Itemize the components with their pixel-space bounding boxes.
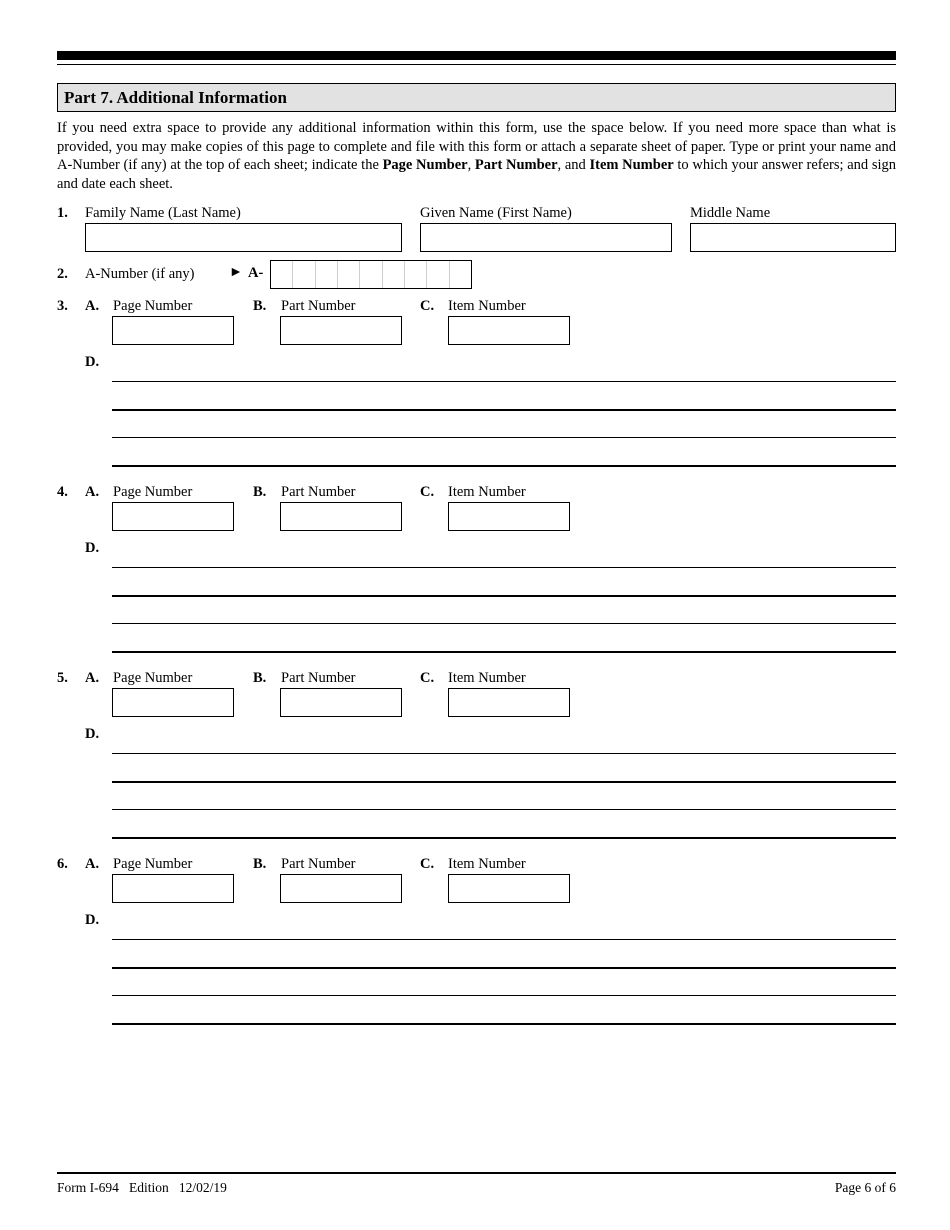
item-number-field[interactable]: [448, 688, 570, 717]
entry-letter-c: C.: [420, 484, 435, 500]
write-in-line[interactable]: [112, 651, 896, 653]
page-number-field[interactable]: [112, 874, 234, 903]
part-number-field[interactable]: [280, 874, 402, 903]
entry-letter-c: C.: [420, 856, 435, 872]
write-in-line[interactable]: [112, 753, 896, 754]
write-in-line[interactable]: [112, 381, 896, 382]
a-number-digit-cell[interactable]: [316, 261, 338, 288]
entry-letter-b: B.: [253, 484, 267, 500]
write-in-line[interactable]: [112, 967, 896, 969]
page-number-field[interactable]: [112, 502, 234, 531]
write-in-line[interactable]: [112, 465, 896, 467]
entry-number: 3.: [57, 298, 68, 314]
entry-number: 4.: [57, 484, 68, 500]
a-number-field[interactable]: [270, 260, 472, 289]
write-in-line[interactable]: [112, 595, 896, 597]
part-number-field[interactable]: [280, 316, 402, 345]
part-number-label: Part Number: [281, 298, 356, 314]
item-number-label: Item Number: [448, 856, 526, 872]
item-1-number: 1.: [57, 205, 68, 221]
write-in-line[interactable]: [112, 781, 896, 783]
part-number-label: Part Number: [281, 670, 356, 686]
entry-letter-b: B.: [253, 298, 267, 314]
intro-text-1: If you need extra space to provide any additional information within this form, use the space below. If you need more space than what is provided, you may make copies of this page to complete and file with this form or attach a separate sheet of paper. Type or print your name and A-Number (if any) at the top of each sheet; indicate the: [57, 120, 896, 174]
part-title: Part 7. Additional Information: [64, 88, 287, 107]
write-in-line[interactable]: [112, 409, 896, 411]
entry-number: 5.: [57, 670, 68, 686]
given-name-label: Given Name (First Name): [420, 205, 572, 221]
a-number-digit-cell[interactable]: [338, 261, 360, 288]
entry-letter-d: D.: [85, 912, 100, 928]
entry-letter-a: A.: [85, 856, 100, 872]
page-number-label: Page Number: [113, 484, 193, 500]
page-number-field[interactable]: [112, 316, 234, 345]
write-in-line[interactable]: [112, 437, 896, 438]
a-number-digit-cell[interactable]: [405, 261, 427, 288]
item-number-field[interactable]: [448, 502, 570, 531]
a-number-prefix: A-: [248, 265, 264, 281]
entry-letter-b: B.: [253, 670, 267, 686]
write-in-line[interactable]: [112, 837, 896, 839]
page-number-label: Page Number: [113, 856, 193, 872]
a-number-label: A-Number (if any): [85, 266, 195, 282]
a-number-digit-cell[interactable]: [271, 261, 293, 288]
entry-letter-a: A.: [85, 670, 100, 686]
footer-rule: [57, 1172, 896, 1174]
entry-letter-b: B.: [253, 856, 267, 872]
family-name-label: Family Name (Last Name): [85, 205, 241, 221]
middle-name-field[interactable]: [690, 223, 896, 252]
middle-name-label: Middle Name: [690, 205, 771, 221]
entry-letter-c: C.: [420, 670, 435, 686]
top-thin-rule: [57, 64, 896, 65]
item-number-label: Item Number: [448, 298, 526, 314]
item-2-number: 2.: [57, 266, 68, 282]
part-number-label: Part Number: [281, 856, 356, 872]
given-name-field[interactable]: [420, 223, 672, 252]
intro-sep-2: , and: [557, 157, 590, 174]
top-heavy-rule: [57, 51, 896, 60]
family-name-field[interactable]: [85, 223, 402, 252]
item-number-label: Item Number: [448, 484, 526, 500]
intro-part-number: Part Number: [474, 157, 558, 174]
part-number-field[interactable]: [280, 502, 402, 531]
write-in-line[interactable]: [112, 623, 896, 624]
item-number-label: Item Number: [448, 670, 526, 686]
entry-letter-a: A.: [85, 298, 100, 314]
part-header: [57, 83, 896, 112]
part-number-label: Part Number: [281, 484, 356, 500]
intro-sep-1: ,: [467, 157, 475, 174]
entry-number: 6.: [57, 856, 68, 872]
a-number-digit-cell[interactable]: [360, 261, 382, 288]
entry-letter-d: D.: [85, 354, 100, 370]
entry-letter-d: D.: [85, 726, 100, 742]
arrow-icon: ►: [229, 265, 243, 280]
entry-letter-d: D.: [85, 540, 100, 556]
intro-text-2: to which your answer refers; and sign and date each sheet.: [57, 157, 896, 192]
entry-letter-c: C.: [420, 298, 435, 314]
write-in-line[interactable]: [112, 1023, 896, 1025]
a-number-digit-cell[interactable]: [383, 261, 405, 288]
form-edition: Form I-694 Edition 12/02/19: [57, 1180, 227, 1195]
intro-page-number: Page Number: [382, 157, 468, 174]
a-number-digit-cell[interactable]: [427, 261, 449, 288]
write-in-line[interactable]: [112, 567, 896, 568]
instructions-paragraph: [57, 119, 896, 193]
a-number-digit-cell[interactable]: [450, 261, 471, 288]
a-number-digit-cell[interactable]: [293, 261, 315, 288]
intro-item-number: Item Number: [589, 157, 674, 174]
page-number-label: Page Number: [113, 298, 193, 314]
write-in-line[interactable]: [112, 809, 896, 810]
write-in-line[interactable]: [112, 995, 896, 996]
entry-letter-a: A.: [85, 484, 100, 500]
item-number-field[interactable]: [448, 874, 570, 903]
write-in-line[interactable]: [112, 939, 896, 940]
item-number-field[interactable]: [448, 316, 570, 345]
part-number-field[interactable]: [280, 688, 402, 717]
page-number-field[interactable]: [112, 688, 234, 717]
page-number-label: Page Number: [113, 670, 193, 686]
page-number: Page 6 of 6: [834, 1180, 896, 1195]
